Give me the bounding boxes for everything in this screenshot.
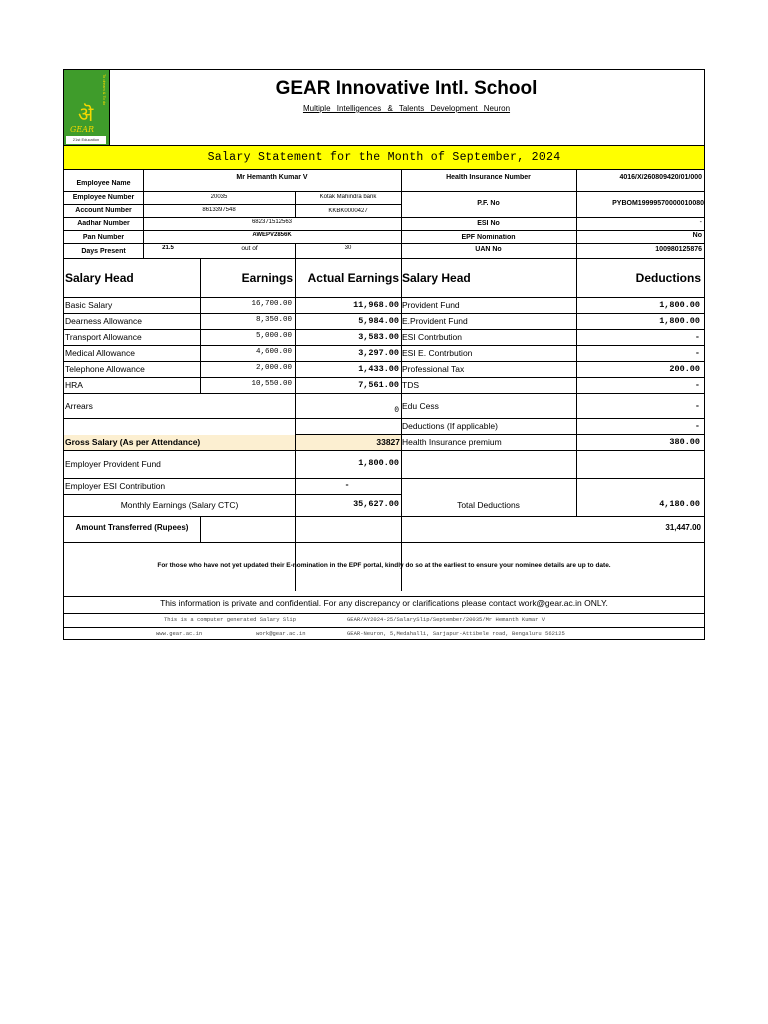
health-insurance-number: 4016/X/260809420/01/000	[619, 174, 702, 181]
uan-number: 100980125876	[655, 246, 702, 253]
salary-head-cell: HRA	[65, 380, 83, 390]
employer-pf-label: Employer Provident Fund	[65, 459, 161, 469]
total-deductions-label: Total Deductions	[457, 500, 520, 510]
employer-pf-value: 1,800.00	[358, 458, 399, 468]
deduction-head-cell: TDS	[402, 380, 419, 390]
employee-number: 20035	[210, 194, 228, 200]
total-days: 30	[344, 245, 352, 251]
row-divider	[64, 361, 704, 362]
row-divider	[64, 345, 704, 346]
earnings-cell: 10,550.00	[251, 380, 292, 388]
uan-number-label: UAN No	[475, 246, 502, 253]
earnings-header: Earnings	[241, 271, 293, 285]
actual-earnings-cell: 5,984.00	[358, 316, 399, 326]
days-present: 21.5	[162, 245, 174, 251]
account-number-label: Account Number	[75, 207, 132, 214]
employee-number-label: Employee Number	[72, 194, 135, 201]
deduction-head-cell: Provident Fund	[402, 300, 460, 310]
deduction-head-cell: Professional Tax	[402, 364, 465, 374]
earnings-cell: 5,000.00	[255, 332, 292, 340]
row-divider	[64, 393, 704, 394]
aadhar-number-label: Aadhar Number	[77, 220, 130, 227]
actual-earnings-cell: 3,583.00	[358, 332, 399, 342]
deductions-applicable-value: -	[694, 421, 700, 431]
days-present-label: Days Present	[81, 248, 126, 255]
logo-glyph-icon: ऄ	[78, 102, 94, 126]
row-divider	[64, 329, 704, 330]
logo-tag: 21st Education	[66, 136, 106, 144]
row-divider	[64, 377, 704, 378]
logo-wordmark: GEAR	[70, 125, 95, 134]
pan-number-label: Pan Number	[82, 234, 125, 241]
deductions-header: Deductions	[635, 271, 701, 285]
aadhar-number: 682371512563	[251, 219, 293, 225]
footer-website[interactable]: www.gear.ac.in	[156, 630, 203, 637]
earnings-cell: 8,350.00	[255, 316, 292, 324]
deduction-head-cell: E.Provident Fund	[402, 316, 468, 326]
gross-salary-label: Gross Salary (As per Attendance)	[65, 437, 201, 447]
actual-earnings-cell: 1,433.00	[358, 364, 399, 374]
earnings-cell: 2,000.00	[255, 364, 292, 372]
amount-transferred-label: Amount Transferred (Rupees)	[75, 523, 189, 532]
salary-slip	[63, 69, 705, 640]
health-premium-label: Health Insurance premium	[402, 437, 502, 447]
salary-head-cell: Basic Salary	[65, 300, 113, 310]
ifsc-code: KKBK0000427	[328, 208, 368, 214]
epf-nomination-label: EPF Nomination	[461, 234, 516, 241]
salary-head-cell: Telephone Allowance	[65, 364, 145, 374]
employee-name-label: Employee Name	[76, 180, 131, 187]
statement-title: Salary Statement for the Month of September, 2024	[64, 145, 704, 170]
pf-number: PYBOM19999570000010080	[612, 200, 704, 207]
actual-earnings-header: Actual Earnings	[307, 271, 399, 285]
deduction-value-cell: 200.00	[669, 364, 700, 374]
esi-number-label: ESI No	[477, 220, 500, 227]
logo-side-text: To dream & To do	[102, 74, 107, 106]
monthly-earnings-value: 35,627.00	[353, 499, 399, 509]
total-deductions-value: 4,180.00	[659, 499, 700, 509]
school-name: GEAR Innovative Intl. School	[275, 78, 538, 99]
employee-name: Mr Hemanth Kumar V	[236, 174, 308, 181]
row-divider	[64, 313, 704, 314]
monthly-earnings-label: Monthly Earnings (Salary CTC)	[120, 500, 239, 510]
health-premium-value: 380.00	[669, 437, 700, 447]
pf-number-label: P.F. No	[477, 200, 500, 207]
earnings-cell: 16,700.00	[251, 300, 292, 308]
health-insurance-label: Health Insurance Number	[446, 174, 531, 181]
footer-generated: This is a computer generated Salary Slip	[164, 616, 297, 623]
footer-email[interactable]: work@gear.ac.in	[256, 630, 306, 637]
employer-esi-value: -	[344, 480, 350, 490]
deduction-value-cell: 1,800.00	[659, 300, 700, 310]
edu-cess-value: -	[694, 401, 700, 411]
account-number: 8613397548	[202, 207, 236, 213]
edu-cess-label: Edu Cess	[402, 401, 439, 411]
salary-head-cell: Transport Allowance	[65, 332, 142, 342]
actual-earnings-cell: 3,297.00	[358, 348, 399, 358]
esi-number: -	[699, 219, 702, 226]
earnings-cell: 4,600.00	[255, 348, 292, 356]
deductions-applicable-label: Deductions (If applicable)	[402, 421, 498, 431]
deduction-value-cell: -	[694, 380, 700, 390]
footer-reference: GEAR/AY2024-25/SalarySlip/September/20035/Mr Hemanth Kumar V	[347, 616, 546, 623]
deduction-head-cell: ESI Contrbution	[402, 332, 463, 342]
footer-address: GEAR-Neuron, 5,Medahalli, Sarjapur-Attibele road, Bengaluru 562125	[347, 630, 565, 637]
deduction-value-cell: -	[694, 348, 700, 358]
bank-name: Kotak Mahindra bank	[319, 194, 377, 200]
deduction-value-cell: -	[694, 332, 700, 342]
actual-earnings-cell: 7,561.00	[358, 380, 399, 390]
salary-head-header: Salary Head	[65, 271, 134, 285]
employer-esi-label: Employer ESI Contribution	[65, 481, 166, 491]
amount-transferred-value: 31,447.00	[665, 523, 701, 532]
confidential-note: This information is private and confidential. For any discrepancy or clarifications please contact work@gear.ac.in ONLY.	[160, 598, 608, 608]
epf-notice: For those who have not yet updated their E-nomination in the EPF portal, kindly do so at the earliest to ensure your nominee details are up to date.	[157, 562, 611, 569]
gross-salary-value: 33827	[376, 437, 400, 447]
epf-nomination: No	[692, 232, 702, 239]
school-tagline: Multiple Intelligences & Talents Development Neuron	[302, 104, 511, 113]
salary-head-cell: Dearness Allowance	[65, 316, 143, 326]
pan-number: AWEPV2856K	[252, 232, 292, 238]
arrears-value: 0	[394, 406, 399, 415]
arrears-label: Arrears	[65, 401, 93, 411]
out-of-label: out of	[241, 245, 258, 252]
confidential-text: This information is private and confidential. For any discrepancy or clarifications please contact work	[160, 598, 537, 608]
actual-earnings-cell: 11,968.00	[353, 300, 399, 310]
deduction-value-cell: 1,800.00	[659, 316, 700, 326]
deduction-head-cell: ESI E. Contrbution	[402, 348, 473, 358]
salary-head-cell: Medical Allowance	[65, 348, 135, 358]
confidential-contact: gear.ac.in ONLY.	[544, 598, 608, 608]
salary-head-deductions-header: Salary Head	[402, 271, 471, 285]
school-logo	[64, 70, 110, 145]
